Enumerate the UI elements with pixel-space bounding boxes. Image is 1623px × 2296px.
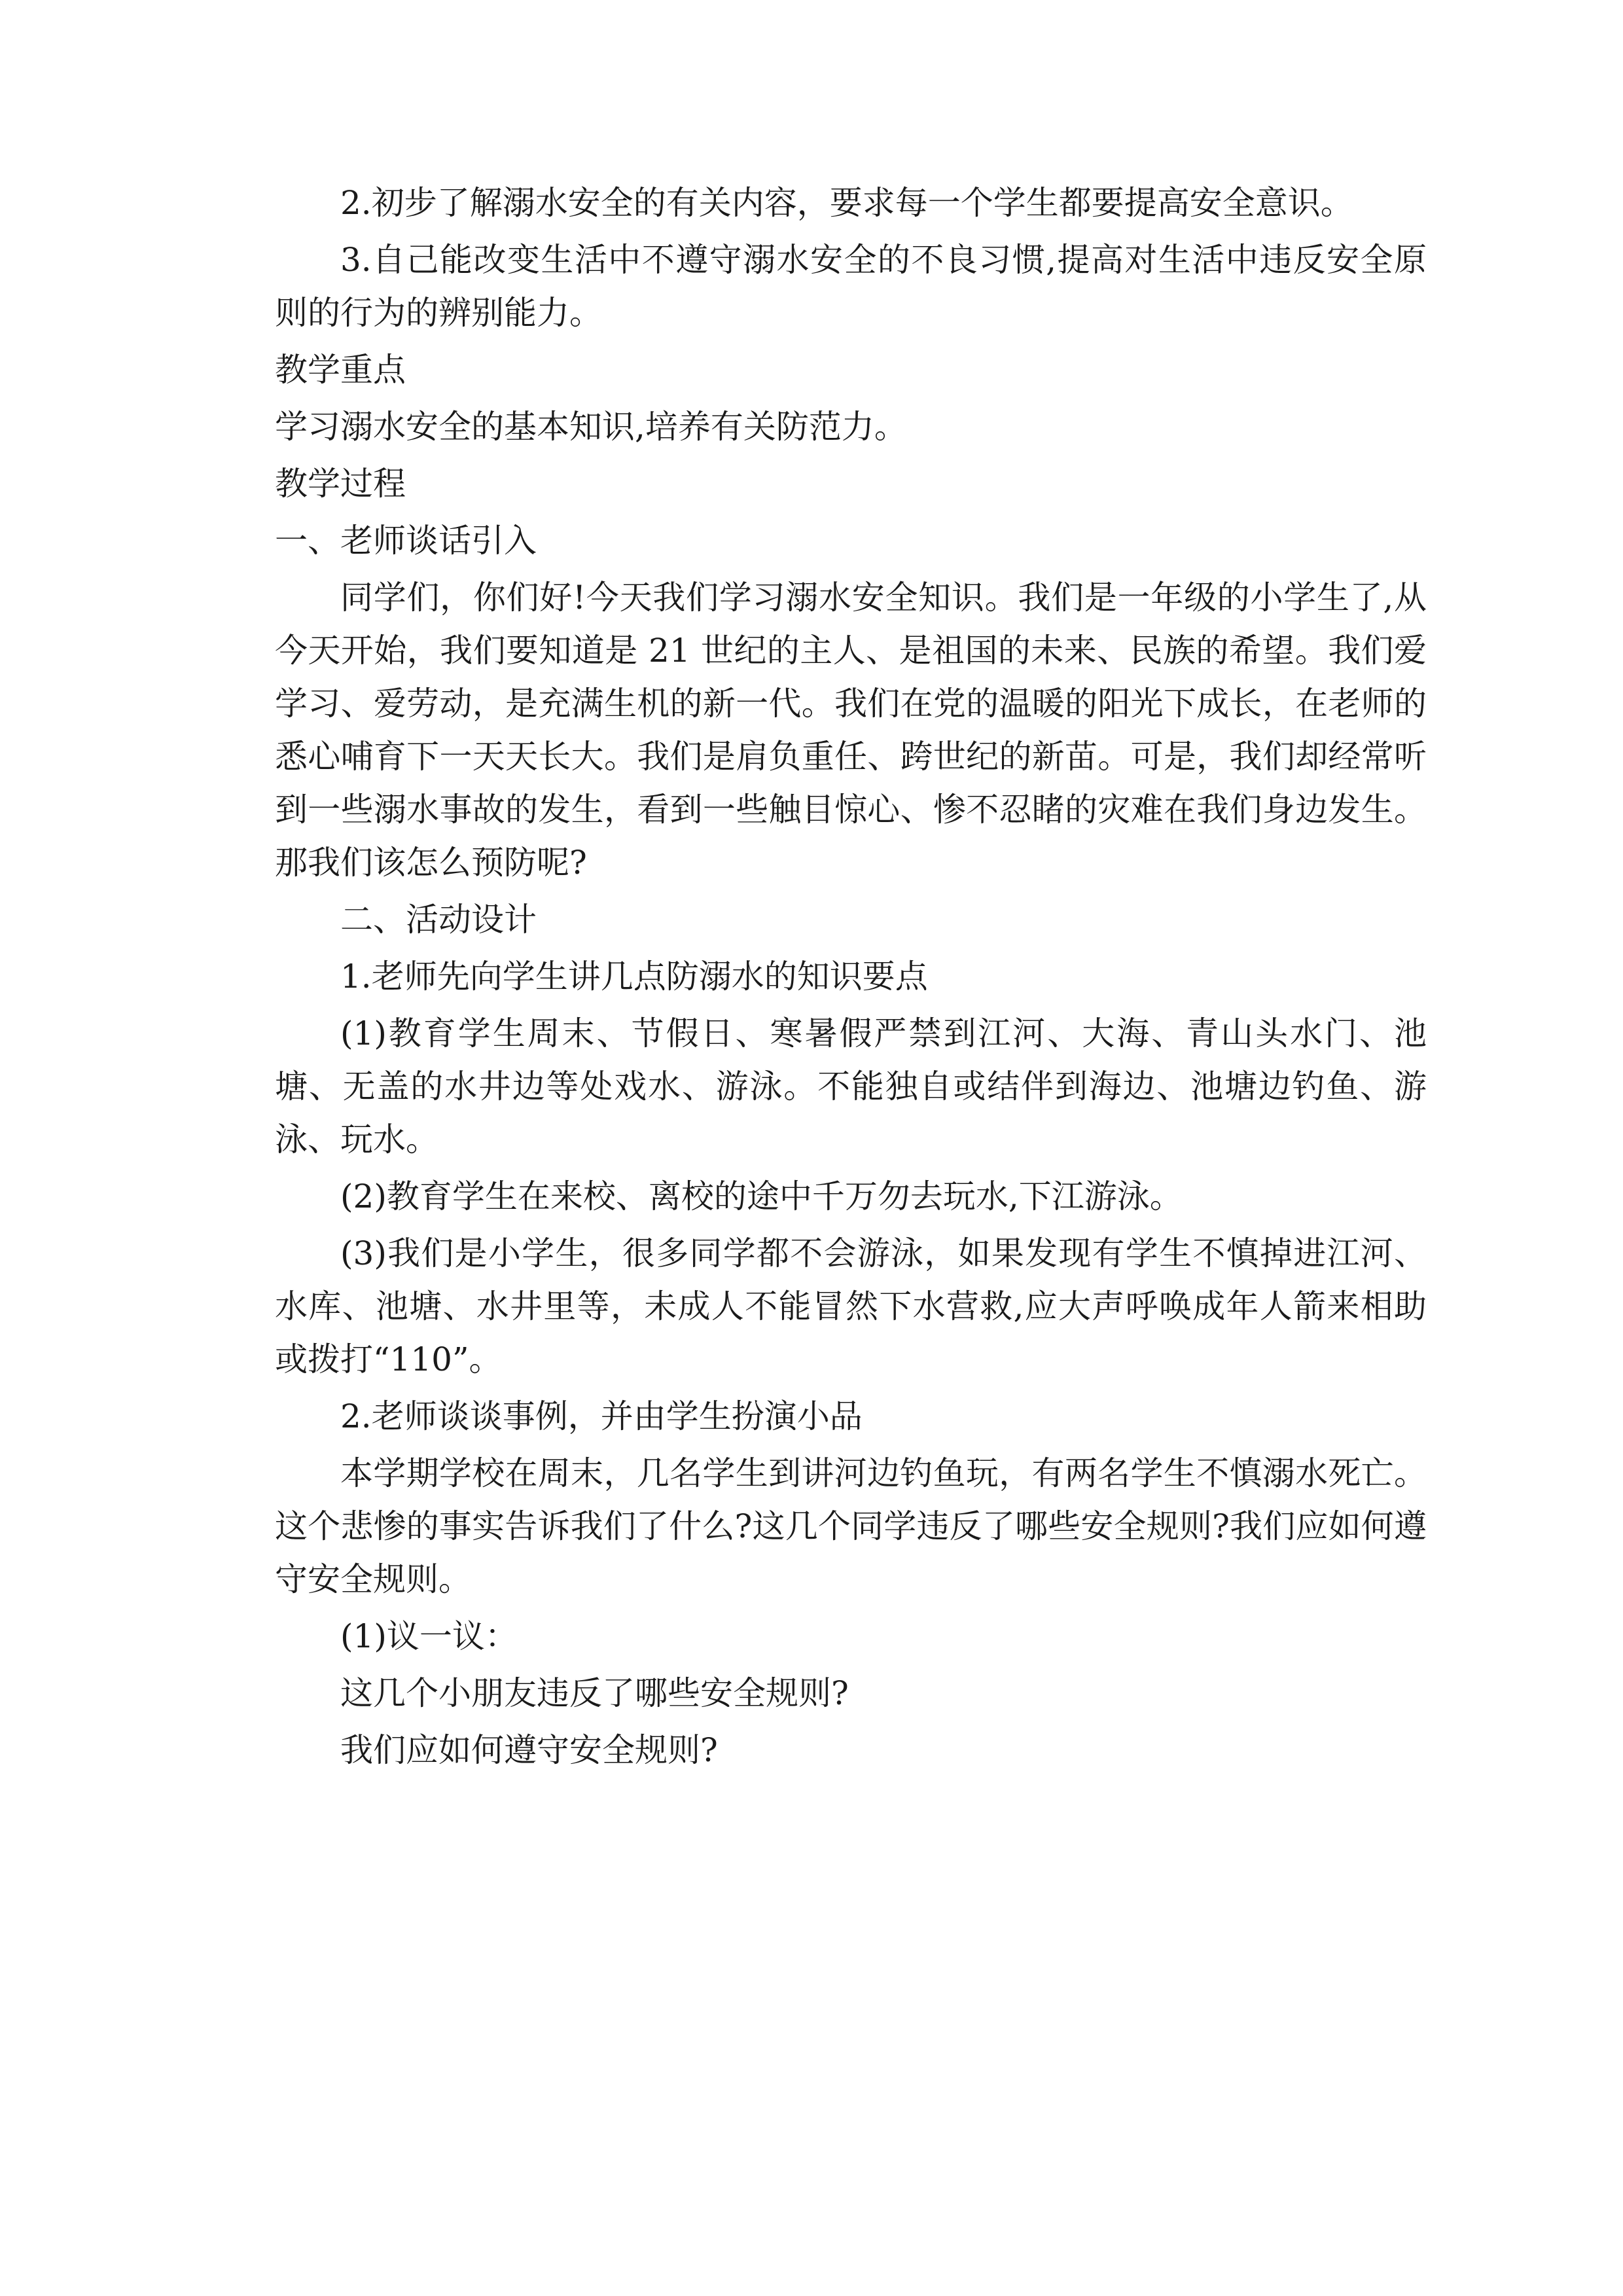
heading-teaching-process: 教学过程 xyxy=(275,465,406,503)
paragraph-activity-2: 2.老师谈谈事例，并由学生扮演小品 xyxy=(340,1397,863,1435)
document-body xyxy=(275,177,1427,1777)
paragraph-section-one-body: 同学们，你们好!今天我们学习溺水安全知识。我们是一年级的小学生了,从今天开始，我们要知道是 21 世纪的主人、是祖国的未来、民族的希望。我们爱学习、爱劳动，是充满生机的新一代。我们在党的温暖的阳光下成长，在老师的悉心哺育下一天天长大。我们是肩负重任、跨世纪的新苗。可是，我们却经常听到一些溺水事故的发生，看到一些触目惊心、惨不忍睹的灾难在我们身边发生。那我们该怎么预防呢? xyxy=(275,579,1427,882)
paragraph-key-points-body: 学习溺水安全的基本知识,培养有关防范力。 xyxy=(275,408,907,446)
paragraph-activity-1-3: (3)我们是小学生，很多同学都不会游泳，如果发现有学生不慎掉进江河、水库、池塘、水井里等，未成人不能冒然下水营救,应大声呼唤成年人箭来相助或拨打“110”。 xyxy=(275,1234,1427,1378)
paragraph-activity-1-1: (1)教育学生周末、节假日、寒暑假严禁到江河、大海、青山头水门、池塘、无盖的水井边等处戏水、游泳。不能独自或结伴到海边、池塘边钓鱼、游泳、玩水。 xyxy=(275,1014,1427,1158)
paragraph-discussion-question-2: 我们应如何遵守安全规则? xyxy=(340,1731,718,1769)
paragraph-goal-2: 2.初步了解溺水安全的有关内容，要求每一个学生都要提高安全意识。 xyxy=(340,184,1353,222)
heading-section-one: 一、老师谈话引入 xyxy=(275,522,537,560)
paragraph-goal-3: 3.自己能改变生活中不遵守溺水安全的不良习惯,提高对生活中违反安全原则的行为的辨别能力。 xyxy=(275,241,1427,332)
paragraph-discussion-label: (1)议一议： xyxy=(340,1617,518,1655)
paragraph-discussion-question-1: 这几个小朋友违反了哪些安全规则? xyxy=(340,1674,849,1712)
paragraph-activity-1-2: (2)教育学生在来校、离校的途中千万勿去玩水,下江游泳。 xyxy=(340,1177,1183,1215)
heading-key-points: 教学重点 xyxy=(275,351,406,389)
heading-section-two: 二、活动设计 xyxy=(340,901,537,939)
paragraph-activity-1: 1.老师先向学生讲几点防溺水的知识要点 xyxy=(340,958,928,996)
paragraph-activity-2-body: 本学期学校在周末，几名学生到讲河边钓鱼玩，有两名学生不慎溺水死亡。这个悲惨的事实告诉我们了什么?这几个同学违反了哪些安全规则?我们应如何遵守安全规则。 xyxy=(275,1454,1427,1598)
